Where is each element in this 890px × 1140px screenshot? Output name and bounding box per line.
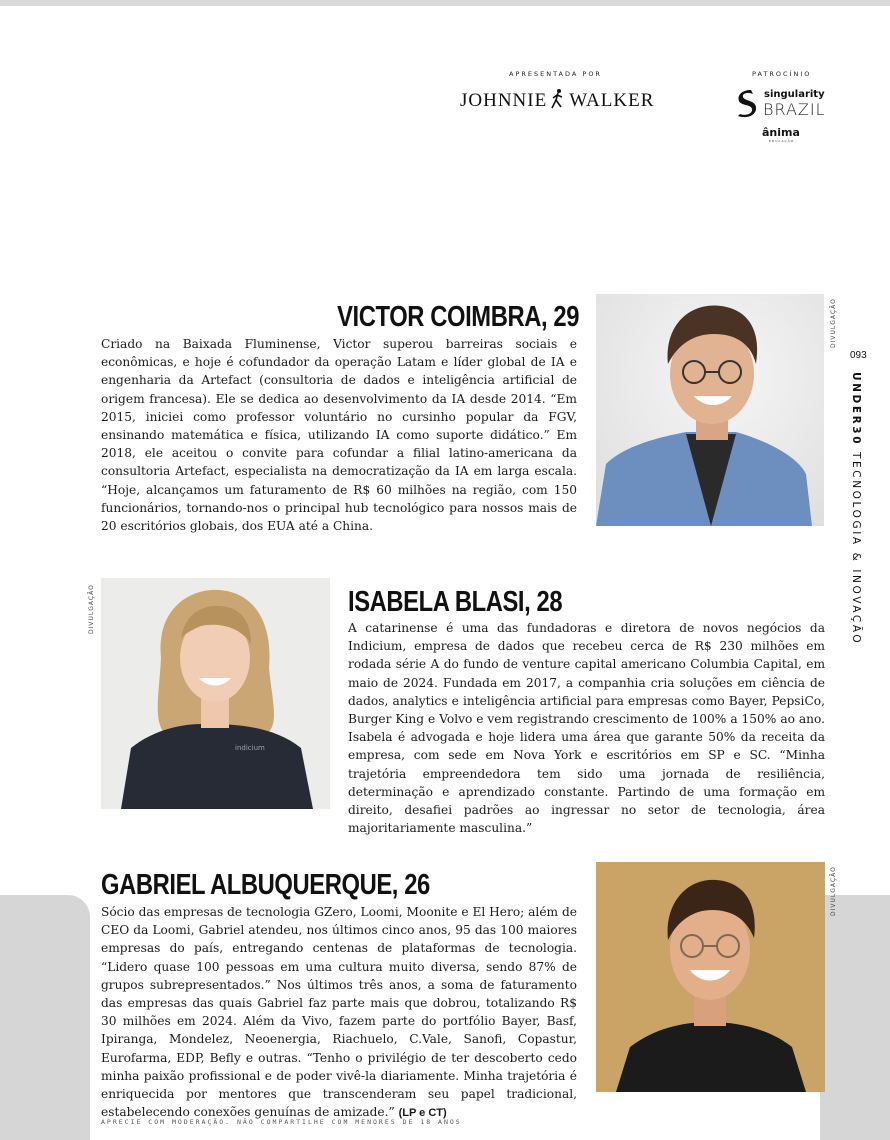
photo-credit-victor: DIVULGAÇÃO: [830, 298, 837, 348]
background-panel-left: [0, 895, 90, 1140]
sponsor-label: PATROCÍNIO: [752, 70, 812, 78]
presented-by-label: APRESENTADA POR: [509, 70, 602, 78]
shirt-logo-text: indicium: [235, 744, 265, 752]
section-title-bold: UNDER30: [850, 372, 862, 447]
profile-name-gabriel: GABRIEL ALBUQUERQUE, 26: [101, 869, 430, 901]
singularity-mark-icon: [735, 88, 761, 118]
presenter-logo-text-2: WALKER: [569, 90, 655, 111]
anima-logo: ânima: [762, 126, 800, 139]
profile-photo-victor: [596, 294, 824, 526]
author-signature: (LP e CT): [398, 1107, 447, 1120]
photo-credit-isabela: DIVULGAÇÃO: [88, 584, 95, 634]
top-bar: [0, 0, 890, 6]
profile-name-isabela: ISABELA BLASI, 28: [348, 586, 563, 618]
profile-bio-gabriel-text: Sócio das empresas de tecnologia GZero, Loomi, Moonite e El Hero; além de CEO da Loomi, Gabriel atendeu, nos últimos cinco anos, 95 das 100 maiores empresas do país, entregando centenas de plataformas de tecnologia. “Lidero quase 100 pessoas em uma cultura muito diversa, sendo 87% de grupos subrepresentados.” Nos últimos três anos, a soma de faturamento das empresas das quais Gabriel faz parte mais que dobrou, totalizando R$ 30 milhões em 2024. Além da Vivo, fazem parte do portfólio Bayer, Basf, Ipiranga, Mondelez, Neoenergia, Riachuelo, C.Vale, Sanofi, Copastur, Eurofarma, EDP, Befly e outras. “Tenho o privilégio de ter descoberto cedo minha paixão profissional e de poder vivê-la diariamente. Minha trajetória é enriquecida por mentores que transcenderam seu papel tradicional, estabelecendo conexões genuínas de amizade.”: [101, 905, 577, 1120]
johnnie-walker-logo: [460, 88, 660, 110]
profile-bio-victor: Criado na Baixada Fluminense, Victor superou barreiras sociais e econômicas, e hoje é cofundador da operação Latam e líder global de IA e engenharia da Artefact (consultoria de dados e inteligência artificial de origem francesa). Ele se dedica ao desenvolvimento da IA desde 2014. “Em 2015, iniciei como professor voluntário no cursinho popular da FGV, ensinando matemática e física, utilizando IA como suporte didático.” Em 2018, ele aceitou o convite para cofundar a filial latino-americana da consultoria Artefact, especialista na democratização da IA em larga escala. “Hoje, alcançamos um faturamento de R$ 60 milhões na região, com 150 funcionários, tornando-nos o principal hub tecnológico para nossos mais de 20 escritórios globais, dos EUA até a China.: [101, 337, 577, 534]
sponsor-1-line2: BRAZIL: [763, 100, 826, 119]
profile-bio-gabriel: [101, 903, 577, 1122]
profile-photo-isabela: [101, 578, 330, 809]
section-title-rest: TECNOLOGIA & INOVAÇÃO: [850, 446, 862, 646]
singularity-brazil-logo: [735, 88, 835, 122]
photo-credit-gabriel: DIVULGAÇÃO: [830, 866, 837, 916]
profile-photo-gabriel: [596, 862, 825, 1092]
profile-bio-isabela: A catarinense é uma das fundadoras e diretora de novos negócios da Indicium, empresa de dados que recebeu cerca de R$ 230 milhões em rodada série A do fundo de venture capital americano Columbia Capital, em maio de 2024. Fundada em 2017, a companhia cria soluções em ciência de dados, analytics e inteligência artificial para empresas como Bayer, PepsiCo, Burger King e Volvo e vem registrando crescimento de 100% a 150% ao ano. Isabela é advogada e hoje lidera uma área que garante 50% da receita da empresa, com sede em Nova York e escritórios em SP e SC. “Minha trajetória empreendedora tem sido uma jornada de resiliência, determinação e aprendizado constante. Partindo de uma formação em direito, desafiei padrões ao ingressar no setor de tecnologia, área majoritariamente masculina.”: [348, 621, 825, 836]
striding-man-icon: [550, 88, 566, 110]
page-number: 093: [850, 350, 867, 361]
background-panel-right: [820, 895, 890, 1140]
anima-logo-sub: EDUCAÇÃO: [769, 139, 794, 143]
section-title: [850, 372, 862, 645]
profile-name-victor: VICTOR COIMBRA, 29: [337, 301, 579, 333]
footer-disclaimer: APRECIE COM MODERAÇÃO. NÃO COMPARTILHE COM MENORES DE 18 ANOS: [101, 1118, 462, 1126]
presenter-logo-text-1: JOHNNIE: [460, 90, 548, 111]
sponsor-1-line1: singularity: [764, 89, 825, 100]
